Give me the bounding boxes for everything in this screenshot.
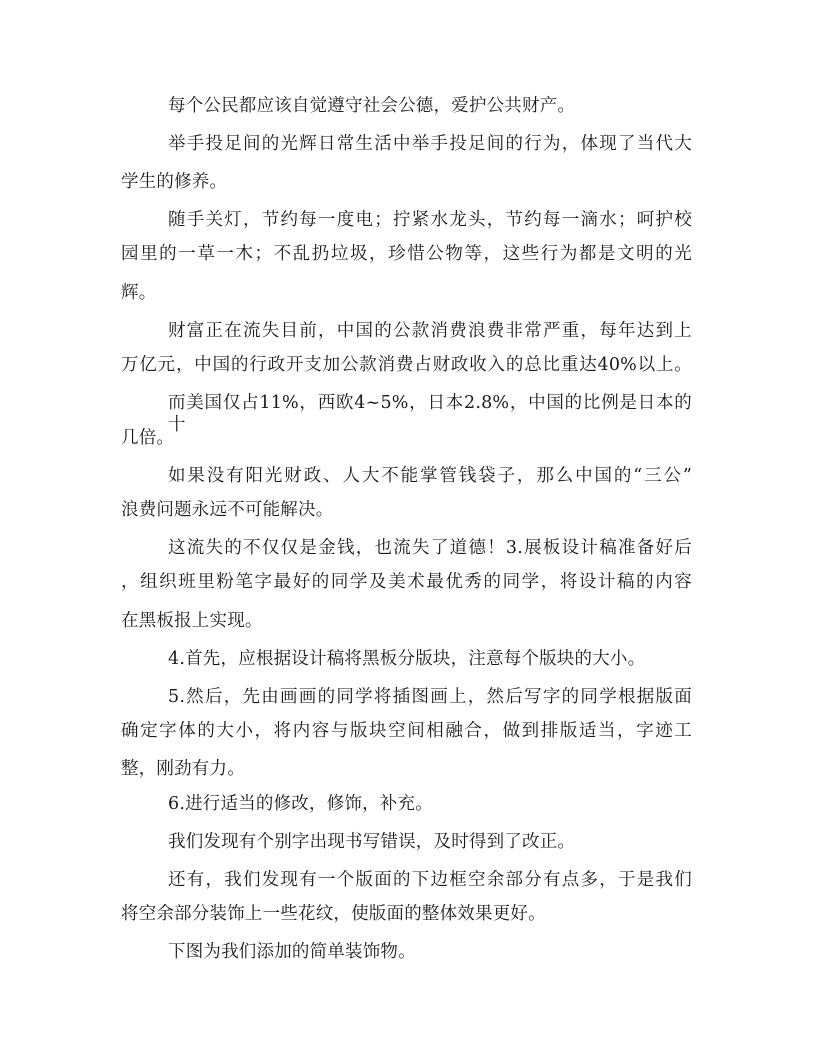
text-line-15: 在黑板报上实现。 [121, 611, 263, 631]
text-line-7: 财富正在流失目前，中国的公款消费浪费非常严重，每年达到上 [168, 321, 692, 341]
text-line-17: 5.然后，先由画画的同学将插图画上，然后写字的同学根据版面 [168, 687, 692, 707]
text-line-16: 4.首先，应根据设计稿将黑板分版块，注意每个版块的大小。 [168, 649, 646, 669]
text-line-24: 下图为我们添加的简单装饰物。 [168, 942, 416, 962]
text-line-5: 园里的一草一木；不乱扔垃圾，珍惜公物等，这些行为都是文明的光 [121, 244, 692, 264]
text-line-19: 整，刚劲有力。 [121, 759, 245, 779]
text-line-13: 这流失的不仅仅是金钱，也流失了道德！3.展板设计稿准备好后 [168, 538, 692, 558]
text-line-22: 还有，我们发现有一个版面的下边框空余部分有点多，于是我们 [168, 870, 692, 890]
text-line-3: 学生的修养。 [121, 172, 228, 192]
text-line-12: 浪费问题永远不可能解决。 [121, 500, 334, 520]
text-line-14: ，组织班里粉笔字最好的同学及美术最优秀的同学，将设计稿的内容 [121, 572, 692, 592]
text-line-2: 举手投足间的光辉日常生活中举手投足间的行为，体现了当代大 [168, 134, 692, 154]
text-line-20: 6.进行适当的修改，修饰，补充。 [168, 794, 433, 814]
text-line-18: 确定字体的大小，将内容与版块空间相融合，做到排版适当，字迹工 [121, 721, 692, 741]
text-line-21: 我们发现有个别字出现书写错误，及时得到了改正。 [168, 832, 576, 852]
text-line-10: 几倍。 [121, 428, 175, 448]
text-line-8: 万亿元，中国的行政开支加公款消费占财政收入的总比重达40%以上。 [121, 355, 692, 375]
text-line-11: 如果没有阳光财政、人大不能掌管钱袋子，那么中国的“三公” [168, 466, 692, 486]
text-line-9: 而美国仅占11%，西欧4~5%，日本2.8%，中国的比例是日本的十 [168, 393, 692, 435]
text-line-23: 将空余部分装饰上一些花纹，使版面的整体效果更好。 [121, 904, 546, 924]
text-line-4: 随手关灯，节约每一度电；拧紧水龙头，节约每一滴水；呵护校 [168, 210, 692, 230]
text-line-6: 辉。 [121, 283, 157, 303]
text-line-1: 每个公民都应该自觉遵守社会公德，爱护公共财产。 [168, 96, 576, 116]
